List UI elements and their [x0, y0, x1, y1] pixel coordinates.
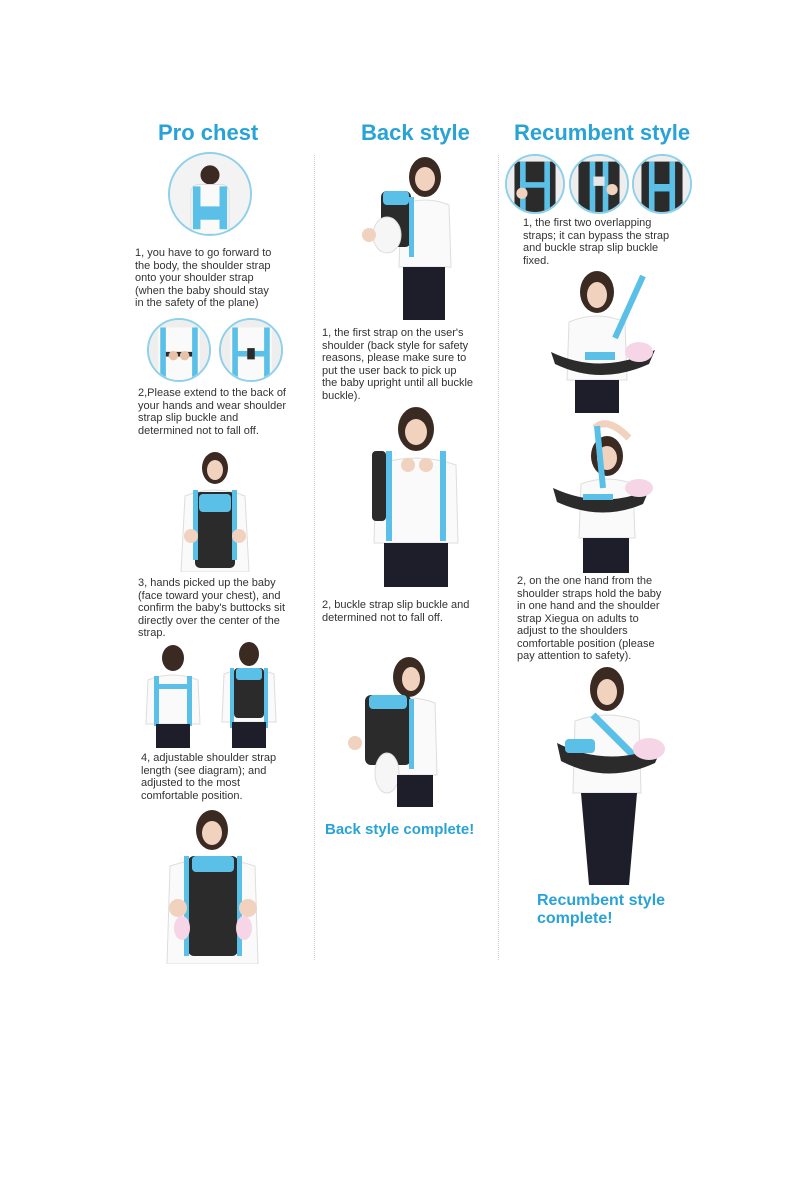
pro-chest-step-3: 3, hands picked up the baby (face toward your chest), and confirm the baby's buttocks sit directly over the center of the strap.: [138, 577, 285, 639]
recumbent-step1-large-photo: [545, 268, 670, 413]
back-style-step-2: 2, buckle strap slip buckle and determined not to fall off.: [322, 599, 470, 624]
recumbent-step1-photo-b: [569, 154, 629, 214]
recumbent-step2-photo: [545, 418, 665, 573]
pro-chest-step3-photo: [175, 450, 255, 572]
recumbent-complete-photo: [545, 665, 673, 885]
pro-chest-complete-photo: [160, 808, 265, 964]
pro-chest-step2-photo-b: [219, 318, 283, 382]
pro-chest-step-2: 2,Please extend to the back of your hands and wear shoulder strap slip buckle and determined not to fall off.: [138, 387, 286, 437]
recumbent-step1-photo-c: [632, 154, 692, 214]
pro-chest-step4-photo-b: [218, 640, 280, 748]
back-style-complete-photo: [345, 655, 445, 807]
back-style-step2-photo: [360, 405, 472, 587]
pro-chest-step2-photo-a: [147, 318, 211, 382]
recumbent-step-1: 1, the first two overlapping straps; it can bypass the strap and buckle strap slip buckle fixed.: [523, 217, 670, 267]
pro-chest-step1-photo: [168, 152, 252, 236]
recumbent-style-title: Recumbent style: [514, 120, 691, 145]
pro-chest-step-4: 4, adjustable shoulder strap length (see diagram); and adjusted to the most comfortable position.: [141, 752, 277, 802]
back-style-complete-label: Back style complete!: [325, 821, 475, 838]
back-style-step1-photo: [355, 155, 465, 320]
pro-chest-title: Pro chest: [158, 120, 259, 145]
recumbent-complete-label: Recumbent style complete!: [537, 892, 666, 927]
back-style-step-1: 1, the first strap on the user's shoulder (back style for safety reasons, please make sure to put the user back to pick up the baby upright until all buckle buckle).: [322, 327, 474, 402]
column-divider: [314, 155, 315, 960]
column-divider: [498, 155, 499, 960]
pro-chest-step-1: 1, you have to go forward to the body, the shoulder strap onto your shoulder strap (when the baby should stay in the safety of the plane): [135, 247, 272, 309]
recumbent-step1-photo-a: [505, 154, 565, 214]
pro-chest-step4-photo-a: [140, 644, 206, 748]
back-style-title: Back style: [361, 120, 470, 145]
recumbent-step-2: 2, on the one hand from the shoulder straps hold the baby in one hand and the shoulder strap Xiegua on adults to adjust to the shoulders comfortable position (please pay attention to safety).: [517, 575, 662, 662]
